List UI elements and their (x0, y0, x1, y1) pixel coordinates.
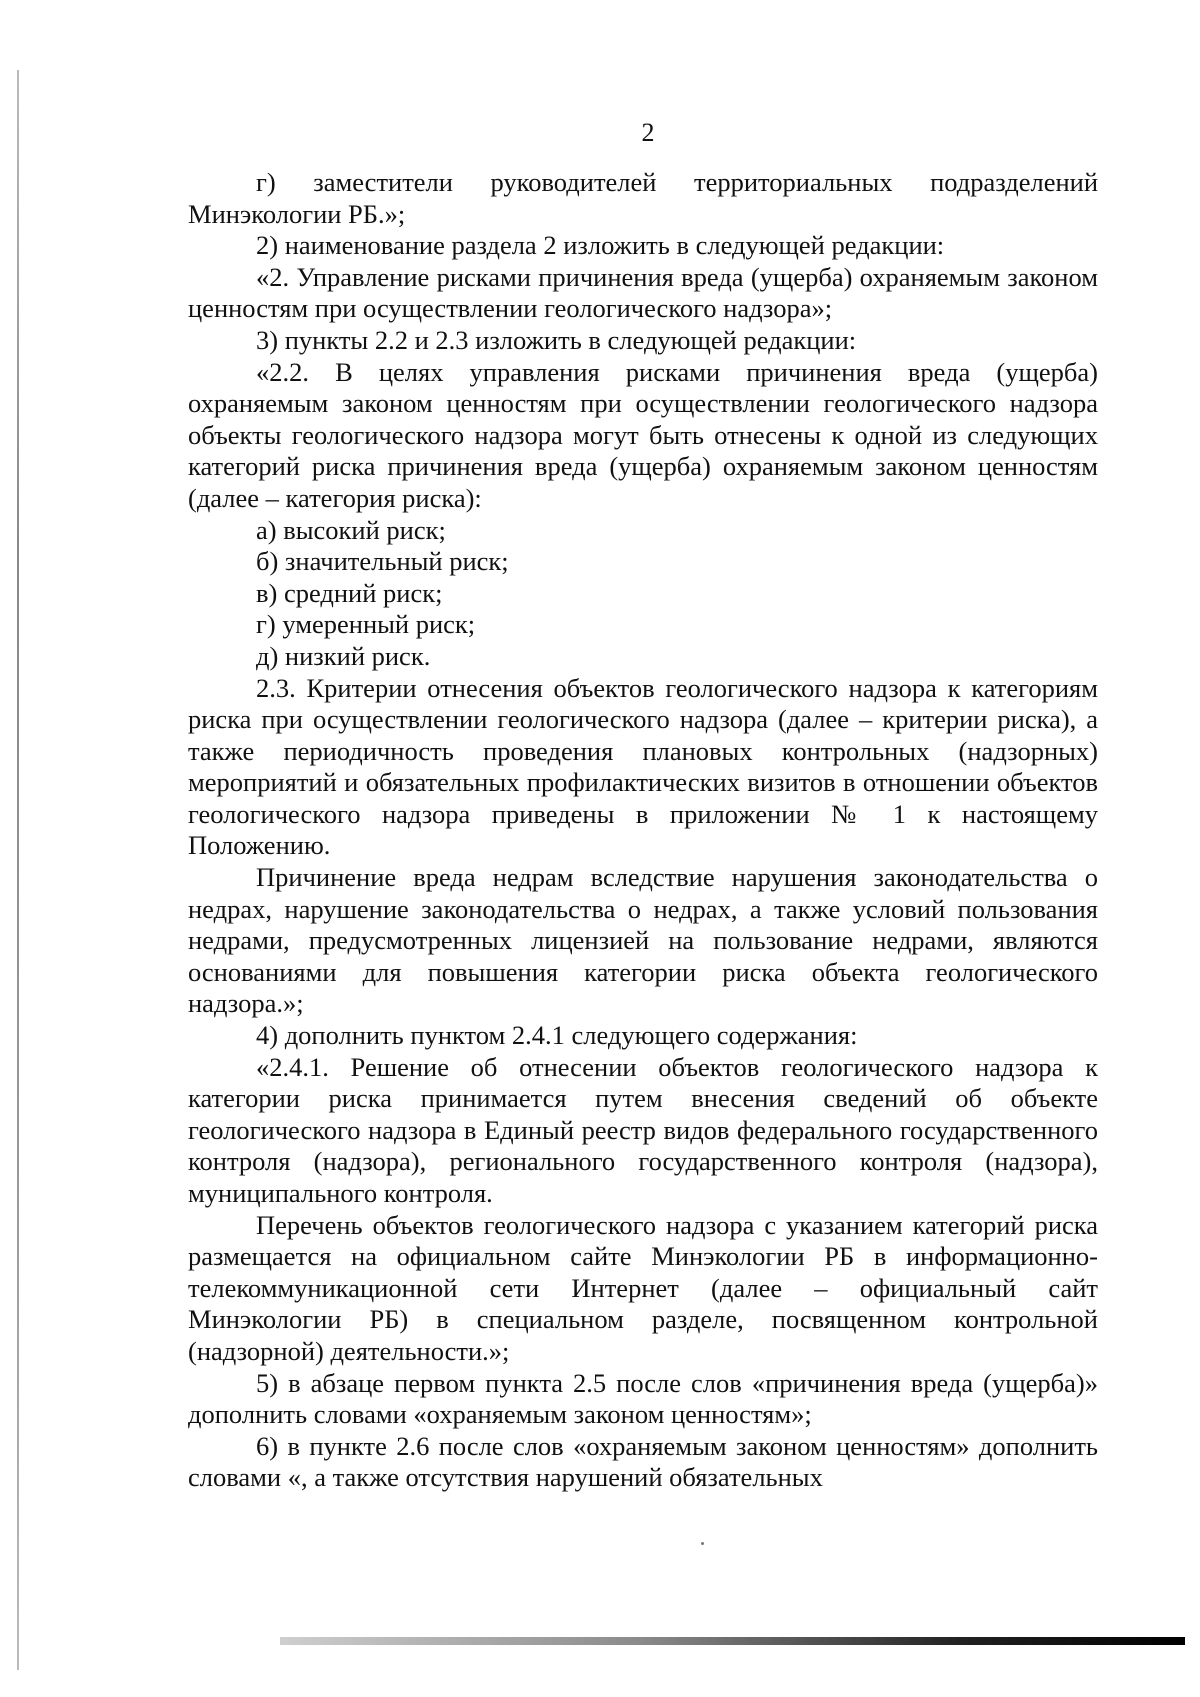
risk-list-item: б) значительный риск; (256, 546, 509, 577)
paragraph: «2. Управление рисками причинения вреда (ущерба) охраняемым законом ценностям при осуществлении геологического надзора»; (188, 261, 1098, 324)
paragraph: «2.2. В целях управления рисками причинения вреда (ущерба) охраняемым законом ценностям при осуществлении геологического надзора объекты геологического надзора могут быть отнесены к одной из следующих категорий риска причинения вреда (ущерба) охраняемым законом ценностям (далее – категория риска): (188, 356, 1098, 513)
paragraph: Перечень объектов геологического надзора с указанием категорий риска размещается на официальном сайте Минэкологии РБ в информационно-телекоммуникационной сети Интернет (далее – официальный сайт Минэкологии РБ) в специальном разделе, посвященном контрольной (надзорной) деятельности.»; (188, 1209, 1098, 1366)
page-number: 2 (641, 118, 655, 147)
paragraph: 5) в абзаце первом пункта 2.5 после слов «причинения вреда (ущерба)» дополнить словами «охраняемым законом ценностям»; (188, 1367, 1098, 1430)
paragraph: Причинение вреда недрам вследствие нарушения законодательства о недрах, нарушение законодательства о недрах, а также условий пользования недрами, предусмотренных лицензией на пользование недрами, являются основаниями для повышения категории риска объекта геологического надзора.»; (188, 862, 1098, 1019)
risk-list-item: в) средний риск; (256, 577, 443, 608)
scan-left-edge (17, 70, 19, 1670)
paragraph: 2) наименование раздела 2 изложить в следующей редакции: (256, 230, 945, 261)
risk-list-item: д) низкий риск. (256, 640, 431, 671)
paragraph: «2.4.1. Решение об отнесении объектов геологического надзора к категории риска принимается путем внесения сведений об объекте геологического надзора в Единый реестр видов федерального государственного контроля (надзора), регионального государственного контроля (надзора), муниципального контроля. (188, 1051, 1098, 1208)
scan-bottom-rule (280, 1637, 1185, 1645)
paragraph: 4) дополнить пунктом 2.4.1 следующего содержания: (256, 1020, 858, 1051)
risk-list-item: а) высокий риск; (256, 514, 446, 545)
paragraph: г) заместители руководителей территориальных подразделений Минэкологии РБ.»; (188, 167, 1098, 229)
paragraph: 3) пункты 2.2 и 2.3 изложить в следующей редакции: (256, 324, 857, 355)
risk-list-item: г) умеренный риск; (256, 609, 476, 640)
paragraph: 2.3. Критерии отнесения объектов геологического надзора к категориям риска при осуществлении геологического надзора (далее – критерии риска), а также периодичность проведения плановых контрольных (надзорных) мероприятий и обязательных профилактических визитов в отношении объектов геологического надзора приведены в приложении № 1 к настоящему Положению. (188, 672, 1098, 861)
paragraph: 6) в пункте 2.6 после слов «охраняемым законом ценностям» дополнить словами «, а также отсутствия нарушений обязательных (188, 1430, 1098, 1493)
document-body (188, 167, 1098, 1494)
scan-speck (701, 1542, 704, 1545)
